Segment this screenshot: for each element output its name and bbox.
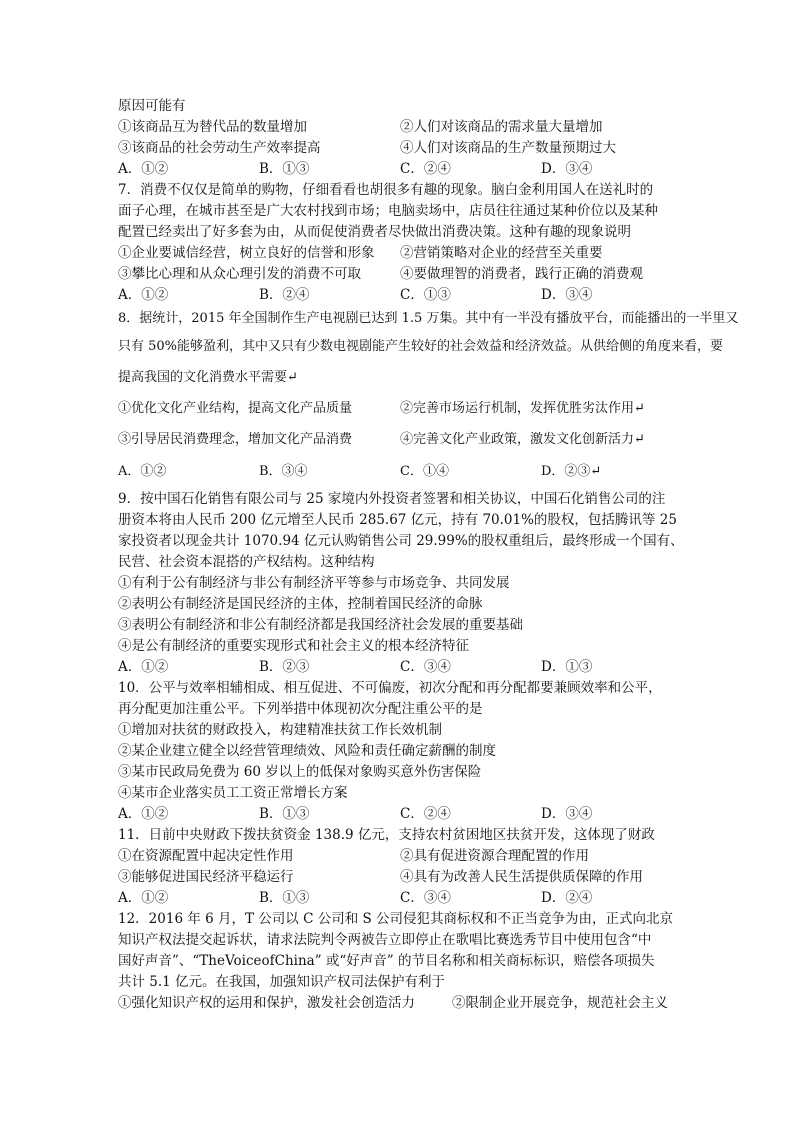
- q6-choice-d: D．③④: [541, 161, 593, 177]
- q10-choices: [118, 804, 780, 825]
- q6-options-row-1: [118, 117, 780, 138]
- q6-option-2: ②人们对该商品的需求量大量增加: [400, 119, 603, 135]
- q11-options-row-2: [118, 867, 780, 888]
- q10-choice-b: B．①③: [259, 806, 310, 822]
- q11-option-3: ③能够促进国民经济平稳运行: [118, 869, 294, 885]
- q7-option-1: ①企业要诚信经营，树立良好的信誉和形象: [118, 245, 375, 261]
- q10-choice-c: C．②④: [400, 806, 451, 822]
- q9-option-3: ③表明公有制经济和非公有制经济都是我国经济社会发展的重要基础: [118, 617, 523, 633]
- q7-choice-d: D．③④: [541, 287, 593, 303]
- q11-choice-b: B．①③: [259, 890, 310, 906]
- q8-block: [118, 306, 780, 489]
- q8-options-row-1: [118, 393, 780, 424]
- q9-choice-b: B．②③: [259, 659, 310, 675]
- q9-stem-4: 民营、社会资本混搭的产权结构。这种结构: [118, 554, 375, 570]
- q10-stem-1: 10．公平与效率相辅相成、相互促进、不可偏废，初次分配和再分配都要兼顾效率和公平，: [118, 680, 662, 696]
- intro-line: 原因可能有: [118, 98, 186, 114]
- q9-choice-d: D．①③: [541, 659, 593, 675]
- q8-option-1: ①优化文化产业结构，提高文化产品质量: [118, 401, 353, 416]
- q9-stem-1: 9．按中国石化销售有限公司与 25 家境内外投资者签署和相关协议，中国石化销售公司的注: [118, 491, 666, 507]
- q8-choice-d: D．②③↵: [541, 464, 602, 479]
- q10-option-3: ③某市民政局免费为 60 岁以上的低保对象购买意外伤害保险: [118, 764, 482, 780]
- q11-options-row-1: [118, 846, 780, 867]
- q7-choice-a: A．①②: [118, 287, 169, 303]
- q11-stem-1: 11．日前中央财政下拨扶贫资金 138.9 亿元，支持农村贫困地区扶贫开发，这体现了财政: [118, 827, 655, 843]
- q11-choice-c: C．③④: [400, 890, 451, 906]
- q7-option-4: ④要做理智的消费者，践行正确的消费观: [400, 266, 643, 282]
- q10-option-1: ①增加对扶贫的财政投入，构建精准扶贫工作长效机制: [118, 722, 442, 738]
- q6-options-row-2: [118, 138, 780, 159]
- q8-choice-b: B．③④: [259, 464, 308, 479]
- q11-option-4: ④具有为改善人民生活提供质保障的作用: [400, 869, 643, 885]
- q9-stem-3: 家投资者以现金共计 1070.94 亿元认购销售公司 29.99%的股权重组后，最终形成一个国有、: [118, 533, 684, 549]
- q12-options-row-1: [118, 993, 780, 1014]
- q8-stem-3: 提高我国的文化消费水平需要↵: [118, 370, 298, 385]
- q12-stem-2: 知识产权法提交起诉状，请求法院判令两被告立即停止在歌唱比赛选秀节目中使用包含“中: [118, 932, 652, 948]
- q12-option-2: ②限制企业开展竞争，规范社会主义: [452, 995, 668, 1011]
- q12-stem-4: 共计 5.1 亿元。在我国，加强知识产权司法保护有利于: [118, 974, 446, 990]
- q11-choice-d: D．②④: [541, 890, 593, 906]
- q8-option-3: ③引导居民消费理念，增加文化产品消费: [118, 432, 353, 447]
- q11-choices: [118, 888, 780, 909]
- q9-option-4: ④是公有制经济的重要实现形式和社会主义的根本经济特征: [118, 638, 469, 654]
- q8-stem-1: 8．据统计，2015 年全国制作生产电视剧已达到 1.5 万集。其中有一半没有播放平台，而能播出的一半里又: [118, 311, 739, 326]
- q11-option-2: ②具有促进资源合理配置的作用: [400, 848, 589, 864]
- q6-option-3: ③该商品的社会劳动生产效率提高: [118, 140, 321, 156]
- q8-stem-2: 只有 50%能够盈利，其中又只有少数电视剧能产生较好的社会效益和经济效益。从供给侧的角度来看，要: [118, 339, 724, 354]
- q6-option-1: ①该商品互为替代品的数量增加: [118, 119, 307, 135]
- q7-option-2: ②营销策略对企业的经营至关重要: [400, 245, 603, 261]
- q7-choices: [118, 285, 780, 306]
- q10-choice-d: D．③④: [541, 806, 593, 822]
- q8-option-4: ④完善文化产业政策，激发文化创新活力↵: [400, 432, 645, 447]
- q6-option-4: ④人们对该商品的生产数量预期过大: [400, 140, 616, 156]
- q7-stem-1: 7．消费不仅仅是简单的购物，仔细看看也胡很多有趣的现象。脑白金利用国人在送礼时的: [118, 182, 654, 198]
- q12-stem-1: 12．2016 年 6 月，T 公司以 C 公司和 S 公司侵犯其商标权和不正当竞争为由，正式向北京: [118, 911, 674, 927]
- q7-choice-c: C．①③: [400, 287, 451, 303]
- q12-stem-3: 国好声音”、“TheVoiceofChina” 或“好声音” 的节目名称和相关商标标识，赔偿各项损失: [118, 953, 655, 969]
- q7-stem-2: 面子心理，在城市甚至是广大农村找到市场；电脑卖场中，店员往往通过某种价位以及某种: [118, 203, 658, 219]
- q7-options-row-2: [118, 264, 780, 285]
- q6-choices: [118, 159, 780, 180]
- q7-options-row-1: [118, 243, 780, 264]
- q9-choices: [118, 657, 780, 678]
- q11-choice-a: A．①②: [118, 890, 169, 906]
- q8-option-2: ②完善市场运行机制，发挥优胜劣汰作用↵: [400, 401, 645, 416]
- question-content: [118, 96, 780, 1014]
- q12-option-1: ①强化知识产权的运用和保护，激发社会创造活力: [118, 995, 415, 1011]
- q10-stem-2: 再分配更加注重公平。下列举措中体现初次分配注重公平的是: [118, 701, 483, 717]
- q9-stem-2: 册资本将由人民币 200 亿元增至人民币 285.67 亿元，持有 70.01%的股权，包括腾讯等 25: [118, 512, 677, 528]
- q8-choice-a: A．①②: [118, 464, 167, 479]
- q8-options-row-2: [118, 424, 780, 455]
- q9-option-1: ①有利于公有制经济与非公有制经济平等参与市场竞争、共同发展: [118, 575, 510, 591]
- q8-choice-c: C．①④: [400, 464, 449, 479]
- q7-stem-3: 配置已经卖出了好多套为由，从而促使消费者尽快做出消费决策。这种有趣的现象说明: [118, 224, 631, 240]
- q6-choice-b: B．①③: [259, 161, 310, 177]
- q11-option-1: ①在资源配置中起决定性作用: [118, 848, 294, 864]
- q9-choice-c: C．③④: [400, 659, 451, 675]
- q8-choices: [118, 455, 780, 489]
- q10-option-4: ④某市企业落实员工工资正常增长方案: [118, 785, 348, 801]
- q10-choice-a: A．①②: [118, 806, 169, 822]
- q9-choice-a: A．①②: [118, 659, 169, 675]
- q7-choice-b: B．②④: [259, 287, 310, 303]
- q10-option-2: ②某企业建立健全以经营管理绩效、风险和责任确定薪酬的制度: [118, 743, 496, 759]
- q6-choice-a: A．①②: [118, 161, 169, 177]
- q9-option-2: ②表明公有制经济是国民经济的主体，控制着国民经济的命脉: [118, 596, 483, 612]
- q6-choice-c: C．②④: [400, 161, 451, 177]
- q7-option-3: ③攀比心理和从众心理引发的消费不可取: [118, 266, 361, 282]
